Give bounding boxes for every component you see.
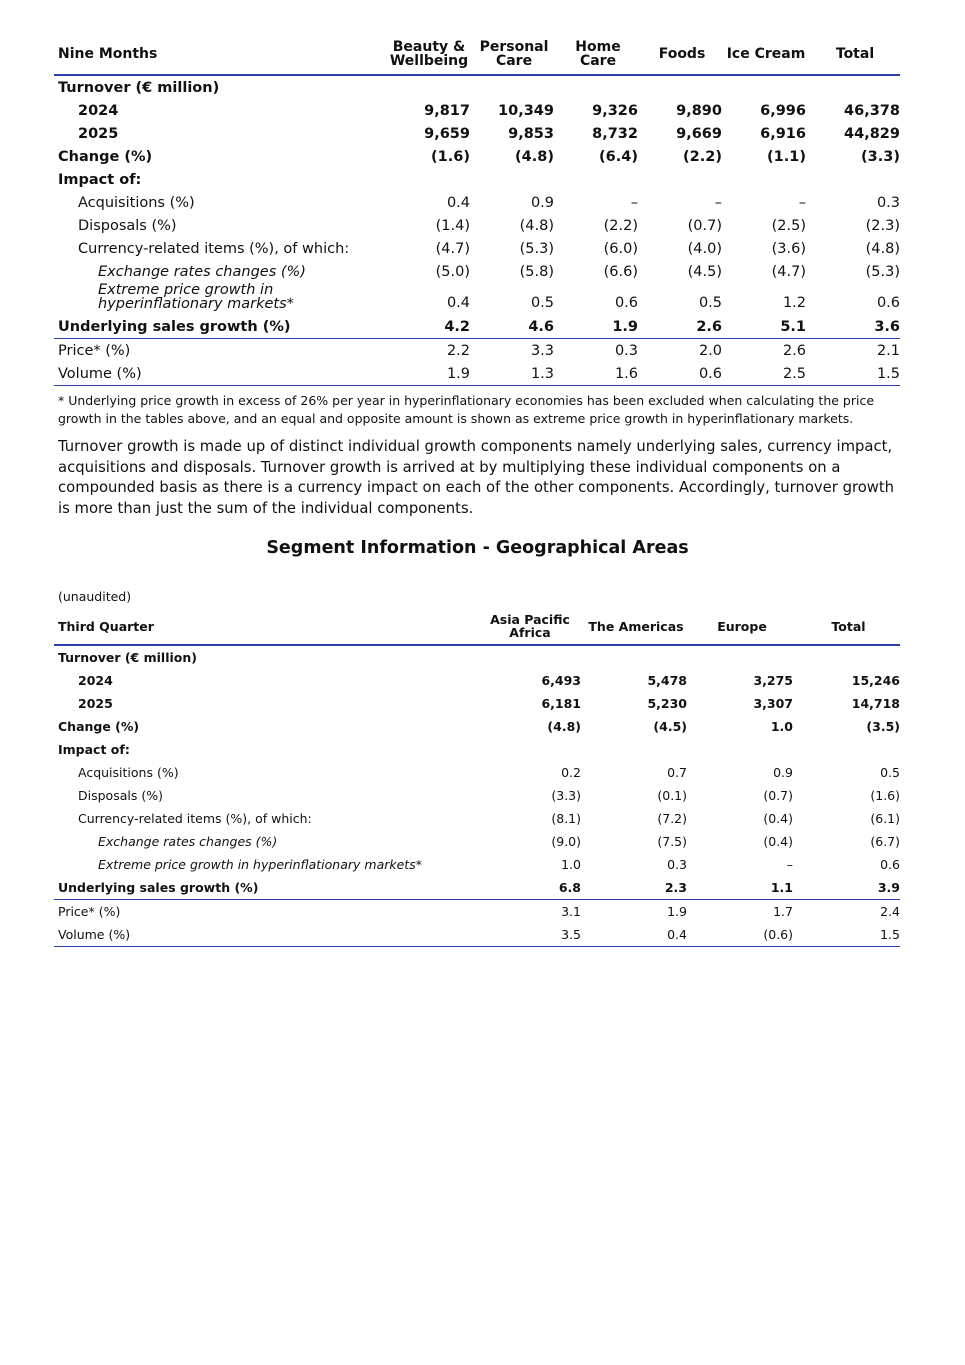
table-row	[54, 283, 900, 315]
table-row	[54, 168, 900, 191]
cell-value: 1.5	[880, 927, 900, 942]
nine-months-category-table	[54, 34, 900, 386]
row-label: Volume (%)	[58, 927, 131, 942]
cell-value: 6,181	[541, 696, 581, 711]
row-label: Exchange rates changes (%)	[98, 834, 278, 849]
row-label: Acquisitions (%)	[78, 194, 195, 211]
cell-value: 1.6	[614, 365, 638, 382]
column-header: Europe	[717, 618, 767, 634]
table-row	[54, 75, 900, 99]
cell-value: (8.1)	[551, 811, 581, 826]
row-label: Turnover (€ million)	[58, 650, 197, 665]
cell-value: (1.6)	[431, 148, 470, 165]
cell-value: (1.6)	[870, 788, 900, 803]
cell-value: 2.5	[782, 365, 806, 382]
cell-value	[687, 645, 793, 669]
cell-value: 0.6	[876, 295, 900, 311]
cell-value: 1.2	[782, 295, 806, 311]
cell-value	[793, 645, 900, 669]
cell-value: –	[786, 857, 793, 872]
cell-value: 0.3	[614, 342, 638, 359]
cell-value: 2.6	[696, 318, 722, 335]
cell-value: 6,916	[760, 125, 806, 142]
cell-value: (0.7)	[687, 217, 722, 234]
cell-value: (4.8)	[515, 148, 554, 165]
cell-value: 0.2	[561, 765, 581, 780]
row-label: Volume (%)	[58, 365, 142, 382]
turnover-growth-paragraph: Turnover growth is made up of distinct individual growth components namely underlying sales, currency impact, acquisitions and disposals. Turnover growth is arrived at by multiplying these individual components on a compounded basis as there is a currency impact on each of the other components. Accordingly, turnover growth is more than just the sum of the individual components.	[58, 438, 895, 517]
cell-value	[687, 738, 793, 761]
cell-value: (6.1)	[870, 811, 900, 826]
cell-value: 3.5	[561, 927, 581, 942]
cell-value: (2.2)	[683, 148, 722, 165]
cell-value: (5.8)	[519, 263, 554, 280]
cell-value: (4.7)	[435, 240, 470, 257]
cell-value: (7.2)	[657, 811, 687, 826]
cell-value: (4.5)	[687, 263, 722, 280]
column-header: Foods	[658, 46, 706, 62]
row-label: 2024	[78, 102, 119, 119]
row-label: Impact of:	[58, 742, 130, 757]
table-row	[54, 692, 900, 715]
cell-value: (6.6)	[603, 263, 638, 280]
table-row	[54, 738, 900, 761]
cell-value: 0.4	[446, 194, 470, 211]
cell-value: –	[714, 194, 722, 211]
cell-value: 9,326	[592, 102, 638, 119]
cell-value: (4.7)	[771, 263, 806, 280]
row-label: Turnover (€ million)	[58, 79, 220, 96]
cell-value: 1.9	[612, 318, 638, 335]
cell-value: (2.5)	[771, 217, 806, 234]
cell-value: 3.9	[877, 880, 900, 895]
row-label: 2024	[78, 673, 113, 688]
cell-value: 0.6	[880, 857, 900, 872]
cell-value: 15,246	[851, 673, 900, 688]
row-label: Underlying sales growth (%)	[58, 880, 259, 895]
header-row	[54, 34, 900, 75]
cell-value: 3.6	[874, 318, 900, 335]
header-row	[54, 608, 900, 645]
cell-value: (4.5)	[653, 719, 687, 734]
table-row	[54, 237, 900, 260]
cell-value: 1.3	[530, 365, 554, 382]
cell-value: 1.9	[667, 904, 687, 919]
table-row	[54, 339, 900, 363]
cell-value: 4.2	[444, 318, 470, 335]
table-row	[54, 784, 900, 807]
row-label: Extreme price growth in hyperinflationary markets*	[98, 857, 422, 872]
cell-value: 0.6	[698, 365, 722, 382]
cell-value: 5.1	[780, 318, 806, 335]
cell-value: 0.5	[880, 765, 900, 780]
cell-value: (6.7)	[870, 834, 900, 849]
cell-value: (4.0)	[687, 240, 722, 257]
cell-value	[475, 645, 581, 669]
cell-value: (6.0)	[603, 240, 638, 257]
cell-value: (0.7)	[763, 788, 793, 803]
cell-value: (9.0)	[551, 834, 581, 849]
table-row	[54, 807, 900, 830]
table-row	[54, 214, 900, 237]
cell-value: 9,817	[424, 102, 470, 119]
cell-value: 8,732	[592, 125, 638, 142]
row-label: Disposals (%)	[78, 788, 163, 803]
cell-value: (2.3)	[865, 217, 900, 234]
cell-value: 2.0	[698, 342, 722, 359]
cell-value: 4.6	[528, 318, 554, 335]
cell-value: 0.7	[667, 765, 687, 780]
cell-value: 44,829	[844, 125, 900, 142]
column-header: Home Care	[575, 39, 621, 69]
cell-value: 2.2	[446, 342, 470, 359]
unaudited-label: (unaudited)	[58, 589, 132, 604]
table-row	[54, 923, 900, 947]
third-quarter-geography-table	[54, 608, 900, 947]
cell-value: 0.4	[667, 927, 687, 942]
cell-value: 0.3	[876, 194, 900, 211]
cell-value: (3.5)	[866, 719, 900, 734]
table-row	[54, 715, 900, 738]
cell-value: (4.8)	[547, 719, 581, 734]
cell-value	[638, 168, 722, 191]
table-row	[54, 362, 900, 386]
cell-value: (5.0)	[435, 263, 470, 280]
cell-value: 1.1	[770, 880, 793, 895]
row-label: Impact of:	[58, 171, 142, 188]
cell-value: (0.4)	[763, 811, 793, 826]
row-label: Disposals (%)	[78, 217, 177, 234]
table-row	[54, 645, 900, 669]
row-label: Change (%)	[58, 719, 140, 734]
table-row	[54, 761, 900, 784]
cell-value: 0.6	[614, 295, 638, 311]
cell-value: (1.1)	[767, 148, 806, 165]
cell-value: 2.6	[782, 342, 806, 359]
row-label: Price* (%)	[58, 342, 131, 359]
cell-value: (5.3)	[519, 240, 554, 257]
cell-value: 6,493	[541, 673, 581, 688]
cell-value	[806, 75, 900, 99]
table-row	[54, 900, 900, 924]
cell-value: 5,478	[647, 673, 687, 688]
table-row	[54, 191, 900, 214]
row-label: Exchange rates changes (%)	[98, 263, 306, 280]
row-label: Price* (%)	[58, 904, 121, 919]
row-label: Currency-related items (%), of which:	[78, 811, 312, 826]
cell-value: (5.3)	[865, 263, 900, 280]
table-title: Third Quarter	[58, 618, 154, 634]
cell-value: 3.3	[530, 342, 554, 359]
cell-value: 3,275	[753, 673, 793, 688]
row-label: Underlying sales growth (%)	[58, 318, 291, 335]
cell-value: 0.3	[667, 857, 687, 872]
cell-value: 0.4	[446, 295, 470, 311]
cell-value	[554, 168, 638, 191]
row-label: Currency-related items (%), of which:	[78, 240, 350, 257]
cell-value: (4.8)	[865, 240, 900, 257]
cell-value	[722, 168, 806, 191]
cell-value: 9,669	[676, 125, 722, 142]
cell-value: –	[798, 194, 806, 211]
row-label: 2025	[78, 125, 119, 142]
cell-value: (7.5)	[657, 834, 687, 849]
cell-value: 5,230	[647, 696, 687, 711]
cell-value: 0.5	[530, 295, 554, 311]
cell-value: 9,890	[676, 102, 722, 119]
cell-value: (0.1)	[657, 788, 687, 803]
cell-value: (0.6)	[763, 927, 793, 942]
column-header: Personal Care	[479, 39, 549, 69]
row-label: Extreme price growth in hyperinflationary markets*	[98, 282, 294, 312]
table-row	[54, 122, 900, 145]
cell-value: 0.9	[530, 194, 554, 211]
cell-value	[581, 645, 687, 669]
table-row	[54, 853, 900, 876]
cell-value: (6.4)	[599, 148, 638, 165]
table-row	[54, 260, 900, 283]
cell-value: (1.4)	[435, 217, 470, 234]
table-row	[54, 669, 900, 692]
cell-value: (4.8)	[519, 217, 554, 234]
column-header: Total	[835, 46, 875, 62]
cell-value: 6.8	[558, 880, 581, 895]
cell-value: 9,853	[508, 125, 554, 142]
column-header: Total	[831, 618, 866, 634]
cell-value: 1.0	[770, 719, 793, 734]
row-label: Acquisitions (%)	[78, 765, 179, 780]
cell-value	[793, 738, 900, 761]
cell-value	[470, 75, 554, 99]
cell-value: (0.4)	[763, 834, 793, 849]
table-row	[54, 145, 900, 168]
cell-value: 46,378	[844, 102, 900, 119]
cell-value: –	[630, 194, 638, 211]
cell-value: (2.2)	[603, 217, 638, 234]
cell-value	[384, 168, 470, 191]
cell-value	[722, 75, 806, 99]
column-header: Ice Cream	[726, 46, 806, 62]
footnote: * Underlying price growth in excess of 26% per year in hyperinflationary economies has been excluded when calculating the price growth in the tables above, and an equal and opposite amount is shown as extreme price growth in hyperinflationary markets.	[58, 393, 875, 426]
cell-value: (3.3)	[551, 788, 581, 803]
table-row	[54, 830, 900, 853]
cell-value	[384, 75, 470, 99]
cell-value: 0.5	[698, 295, 722, 311]
table-row	[54, 315, 900, 339]
cell-value: 9,659	[424, 125, 470, 142]
cell-value	[806, 168, 900, 191]
table-row	[54, 876, 900, 900]
cell-value: 3.1	[561, 904, 581, 919]
cell-value: 10,349	[498, 102, 554, 119]
column-header: Beauty & Wellbeing	[389, 39, 469, 69]
cell-value: 14,718	[851, 696, 900, 711]
cell-value	[554, 75, 638, 99]
cell-value: 1.0	[561, 857, 581, 872]
cell-value: (3.6)	[771, 240, 806, 257]
cell-value: 1.5	[876, 365, 900, 382]
cell-value	[475, 738, 581, 761]
cell-value: 6,996	[760, 102, 806, 119]
cell-value: 2.4	[880, 904, 900, 919]
row-label: Change (%)	[58, 148, 153, 165]
cell-value: 3,307	[753, 696, 793, 711]
column-header: Asia Pacific Africa	[490, 612, 570, 640]
cell-value: 1.7	[773, 904, 793, 919]
section-title: Segment Information - Geographical Areas	[266, 538, 689, 558]
cell-value	[581, 738, 687, 761]
table-title: Nine Months	[58, 46, 158, 62]
cell-value: 1.9	[446, 365, 470, 382]
table-row	[54, 99, 900, 122]
cell-value	[638, 75, 722, 99]
cell-value: 2.1	[876, 342, 900, 359]
cell-value: 0.9	[773, 765, 793, 780]
column-header: The Americas	[588, 618, 684, 634]
row-label: 2025	[78, 696, 113, 711]
cell-value: (3.3)	[861, 148, 900, 165]
cell-value	[470, 168, 554, 191]
cell-value: 2.3	[664, 880, 687, 895]
